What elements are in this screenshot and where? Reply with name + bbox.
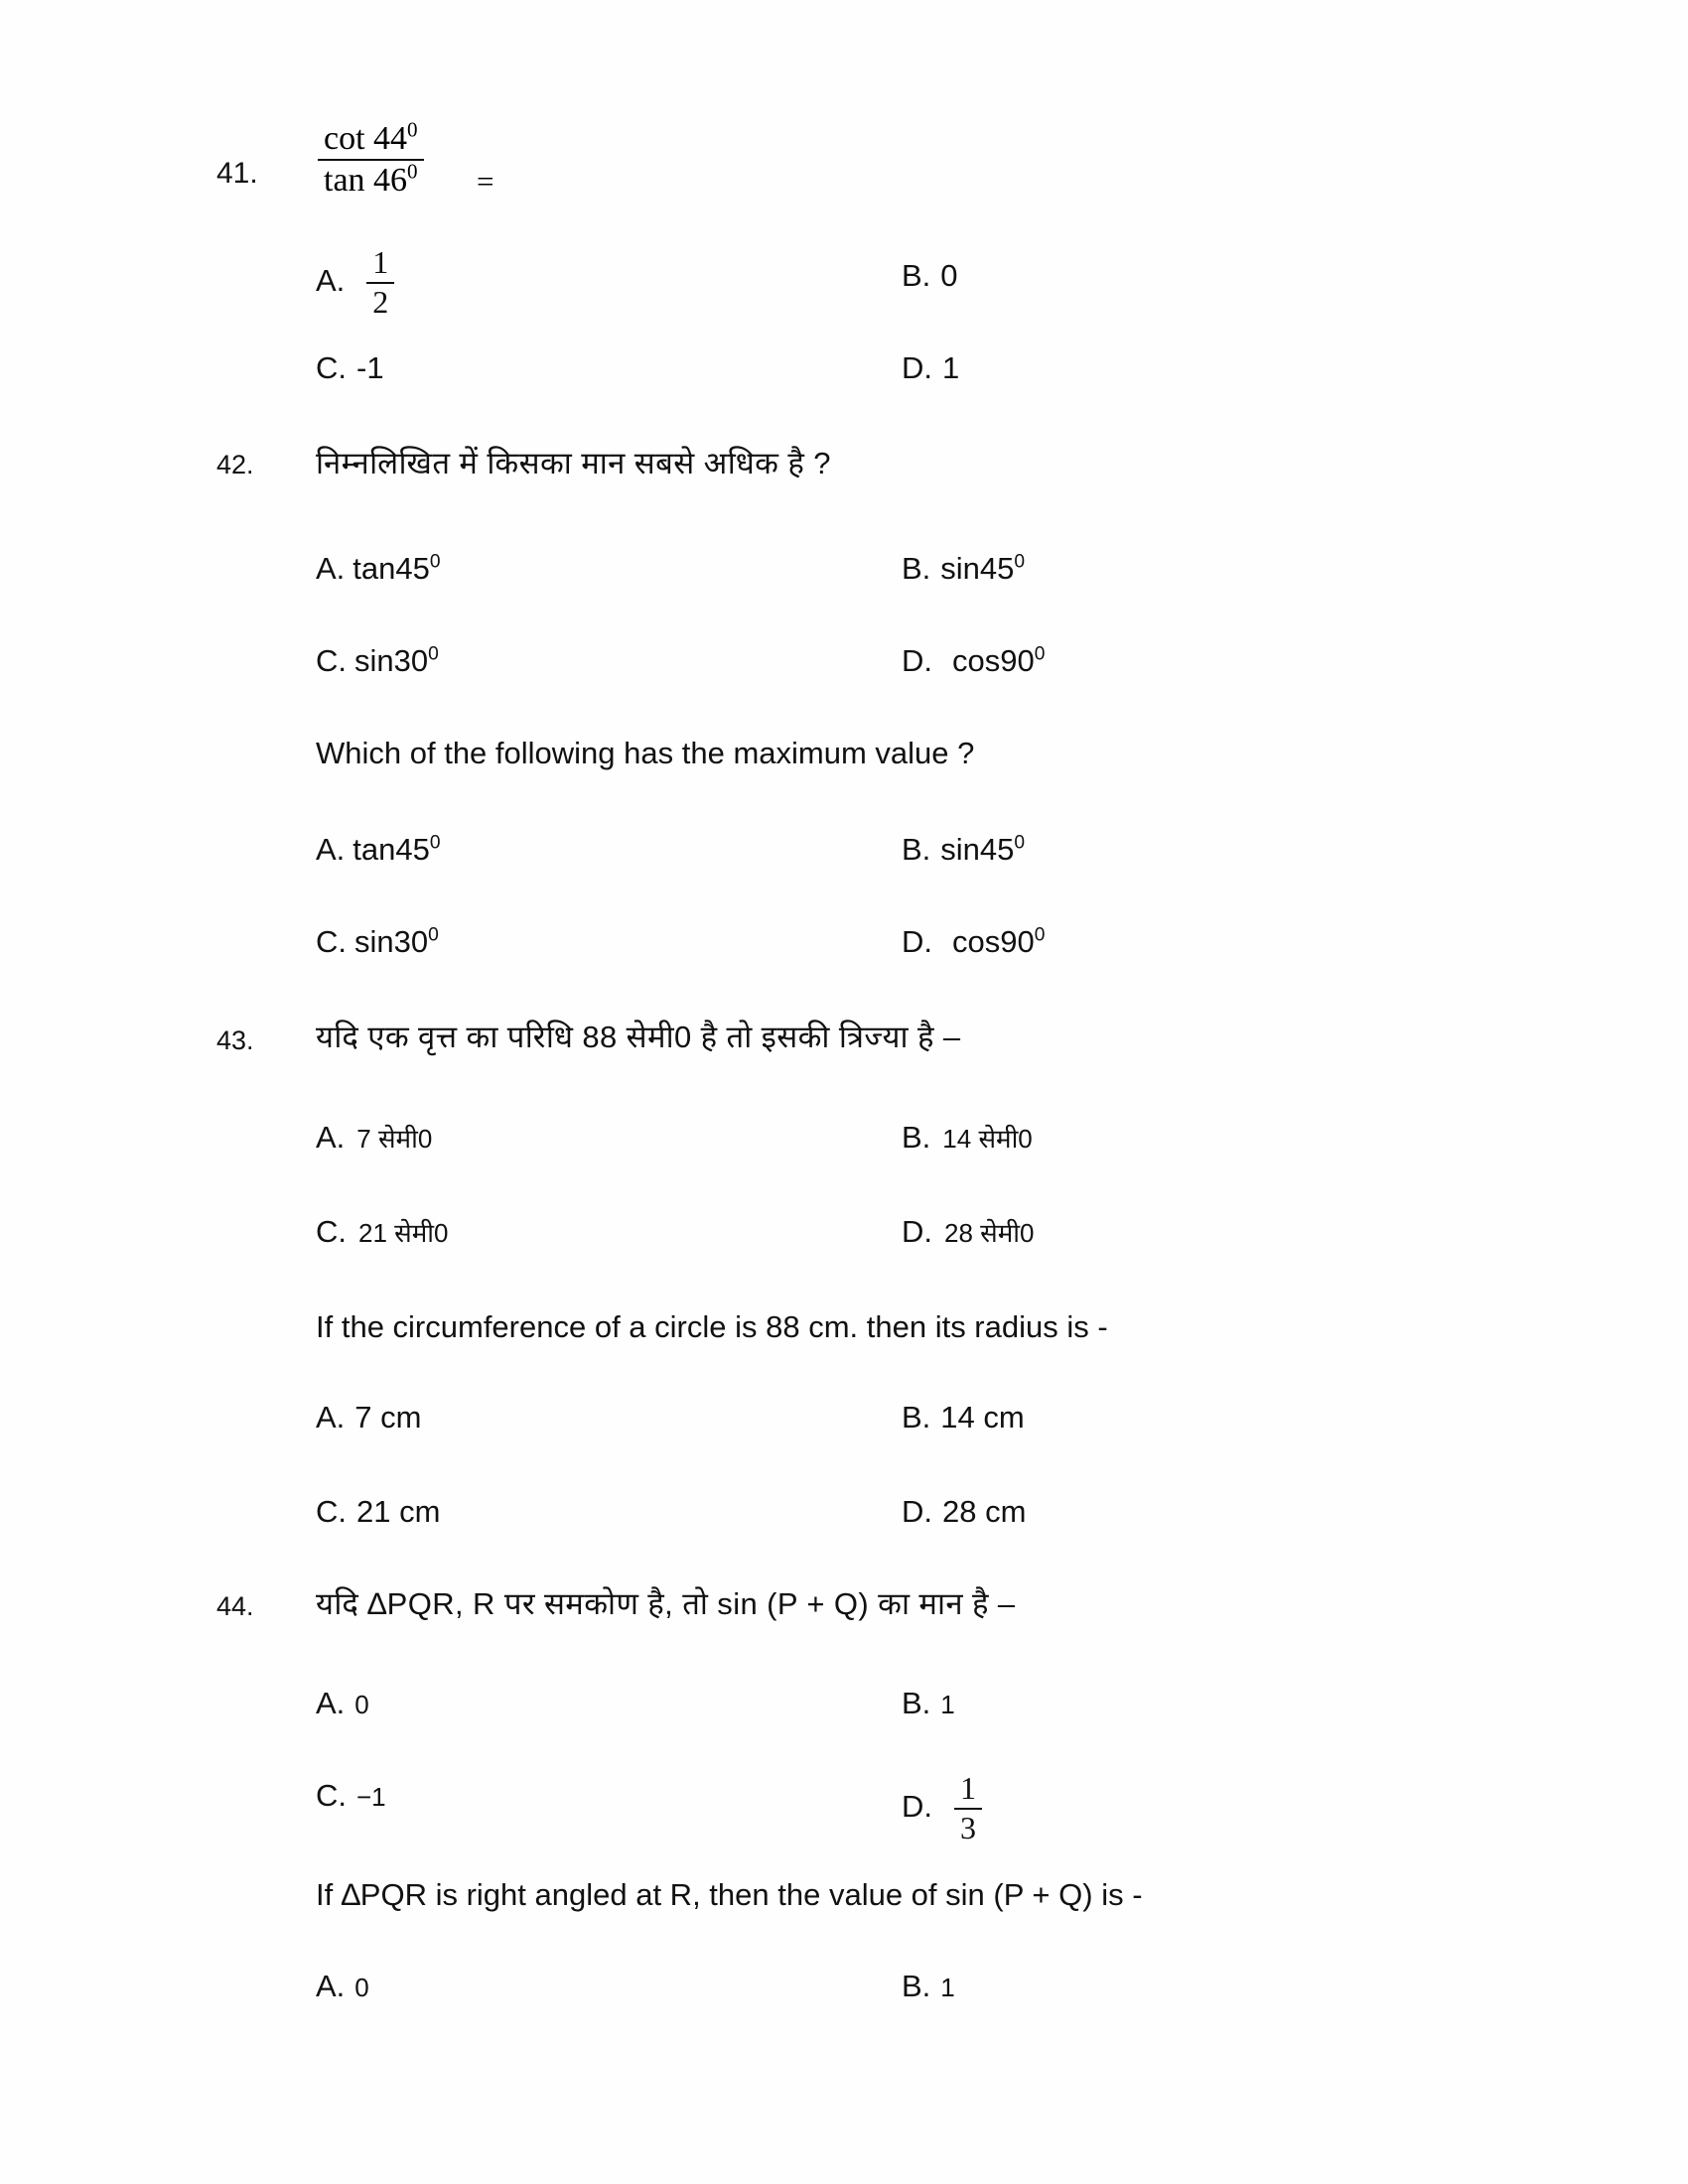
q43-english-option-a[interactable] — [316, 1402, 421, 1433]
option-label: C. — [316, 643, 347, 678]
option-label: D. — [902, 643, 932, 678]
q43-hindi-option-b[interactable] — [902, 1122, 1033, 1153]
option-label: B. — [902, 551, 931, 586]
q43-hindi-option-d[interactable] — [902, 1216, 1034, 1247]
q43-hindi-option-a[interactable] — [316, 1122, 432, 1153]
q42-hindi-option-a[interactable] — [316, 553, 441, 584]
q44-stem-hindi: यदि ∆PQR, R पर समकोण है, तो sin (P + Q) का मान है – — [316, 1586, 1016, 1621]
option-value: 1 — [940, 1690, 955, 1719]
degree-sup: 0 — [407, 117, 418, 142]
degree-sup: 0 — [428, 924, 439, 946]
q44-stem-english: If ∆PQR is right angled at R, then the value of sin (P + Q) is - — [316, 1877, 1143, 1912]
option-label: A. — [316, 551, 346, 586]
q41-option-a[interactable] — [316, 246, 394, 320]
degree-sup: 0 — [428, 643, 439, 665]
option-label: B. — [902, 1120, 931, 1155]
option-label: D. — [902, 1789, 932, 1825]
option-label: A. — [316, 263, 346, 299]
q44-hindi-option-d[interactable] — [902, 1772, 982, 1845]
option-value: 7 cm — [354, 1400, 422, 1434]
degree-sup: 0 — [1014, 551, 1026, 573]
option-label: C. — [316, 1494, 347, 1529]
option-label: C. — [316, 1778, 347, 1813]
q41-option-d[interactable] — [902, 352, 959, 383]
option-value: $\sin 30^0$ — [354, 924, 439, 959]
q44-hindi-option-b[interactable] — [902, 1688, 955, 1718]
q41-option-b[interactable] — [902, 260, 958, 291]
option-label: A. — [316, 1969, 346, 2003]
option-label: D. — [902, 1494, 932, 1529]
option-label: D. — [902, 924, 932, 959]
option-value: $\cos 90^0$ — [952, 643, 1046, 678]
option-value: $\sin 30^0$ — [354, 643, 439, 678]
q44-hindi-option-c[interactable] — [316, 1780, 386, 1811]
option-value: $\sin 45^0$ — [940, 551, 1026, 586]
q44-hindi-option-a[interactable] — [316, 1688, 369, 1718]
q43-english-option-b[interactable] — [902, 1402, 1025, 1433]
question-number-44: 44. — [216, 1591, 254, 1621]
option-label: C. — [316, 924, 347, 959]
option-label: A. — [316, 1686, 346, 1720]
option-value: $\frac{1}{2}$ — [366, 246, 394, 320]
q43-english-option-d[interactable] — [902, 1496, 1026, 1527]
option-value: 1 — [942, 350, 960, 385]
q44-english-option-b[interactable] — [902, 1971, 955, 2001]
q43-stem-english: If the circumference of a circle is 88 cm. then its radius is - — [316, 1309, 1108, 1344]
degree-sup: 0 — [407, 159, 418, 184]
option-value: 28 cm — [942, 1494, 1027, 1529]
option-label: A. — [316, 1400, 346, 1434]
question-number-43: 43. — [216, 1025, 254, 1055]
q43-english-option-c[interactable] — [316, 1496, 440, 1527]
option-value: 28 सेमी0 — [944, 1218, 1035, 1248]
degree-sup: 0 — [1034, 924, 1046, 946]
q42-english-option-b[interactable] — [902, 834, 1025, 865]
option-label: C. — [316, 350, 347, 385]
option-label: C. — [316, 1214, 347, 1249]
q43-hindi-option-c[interactable] — [316, 1216, 448, 1247]
option-value: $\cos 90^0$ — [952, 924, 1046, 959]
q42-english-option-d[interactable] — [902, 926, 1045, 957]
option-value: 14 cm — [940, 1400, 1025, 1434]
option-value: 0 — [940, 258, 958, 293]
q42-english-option-c[interactable] — [316, 926, 439, 957]
option-value: $\sin 45^0$ — [940, 832, 1026, 867]
degree-sup: 0 — [429, 832, 441, 854]
q42-hindi-option-b[interactable] — [902, 553, 1025, 584]
q41-stem-fraction — [318, 117, 424, 200]
option-label: B. — [902, 1969, 931, 2003]
degree-sup: 0 — [429, 551, 441, 573]
option-label: B. — [902, 258, 931, 293]
question-number-42: 42. — [216, 450, 254, 479]
option-value: 7 सेमी0 — [356, 1124, 433, 1154]
option-value: $\tan 45^0$ — [352, 832, 441, 867]
option-value: 0 — [354, 1690, 369, 1719]
q42-stem-hindi: निम्नलिखित में किसका मान सबसे अधिक है ? — [316, 446, 831, 480]
option-label: A. — [316, 832, 346, 867]
q41-numerator: $\cot 44^0$ — [318, 121, 424, 161]
option-value: 14 सेमी0 — [942, 1124, 1033, 1154]
q44-english-option-a[interactable] — [316, 1971, 369, 2001]
q42-hindi-option-d[interactable] — [902, 645, 1045, 676]
degree-sup: 0 — [1014, 832, 1026, 854]
question-number-41: 41. — [216, 157, 258, 190]
option-label: D. — [902, 1214, 932, 1249]
q41-denominator: $\tan 46^0$ — [324, 159, 418, 200]
option-label: B. — [902, 832, 931, 867]
option-value: 21 सेमी0 — [358, 1218, 449, 1248]
option-value: 1 — [940, 1973, 955, 2002]
q42-hindi-option-c[interactable] — [316, 645, 439, 676]
q41-equals-sign: = — [477, 164, 494, 199]
option-value: 21 cm — [356, 1494, 441, 1529]
q41-option-c[interactable] — [316, 352, 384, 383]
option-label: B. — [902, 1686, 931, 1720]
q43-stem-hindi: यदि एक वृत्त का परिधि 88 सेमी0 है तो इसकी त्रिज्या है – — [316, 1020, 961, 1054]
option-value: -1 — [356, 350, 384, 385]
option-label: A. — [316, 1120, 346, 1155]
option-label: D. — [902, 350, 932, 385]
option-value: $\tan 45^0$ — [352, 551, 441, 586]
option-value: $\frac{1}{3}$ — [954, 1772, 982, 1845]
option-label: B. — [902, 1400, 931, 1434]
option-value: 0 — [354, 1973, 369, 2002]
option-value: −1 — [356, 1782, 386, 1812]
q42-english-option-a[interactable] — [316, 834, 441, 865]
q42-stem-english: Which of the following has the maximum value ? — [316, 736, 975, 770]
degree-sup: 0 — [1034, 643, 1046, 665]
